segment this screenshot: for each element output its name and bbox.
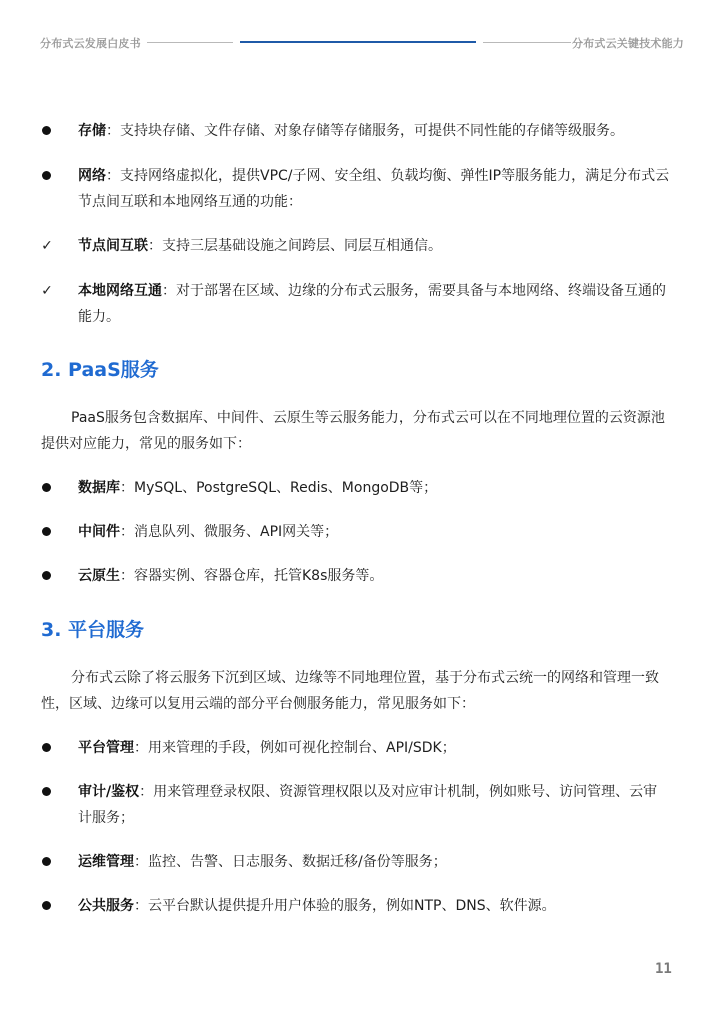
item-term: 本地网络互通 [78, 283, 162, 299]
section-intro-platform: 分布式云除了将云服务下沉到区域、边缘等不同地理位置，基于分布式云统一的网络和管理一致性，区域、边缘可以复用云端的部分平台侧服务能力，常见服务如下： [41, 670, 659, 712]
item-desc: ：支持网络虚拟化，提供VPC/子网、安全组、负载均衡、弹性IP等服务能力，满足分布式云节点间互联和本地网络互通的功能： [78, 168, 670, 210]
item-term: 存储 [78, 123, 106, 139]
checkmark-icon: ✓ [41, 238, 53, 254]
item-desc: ：用来管理的手段，例如可视化控制台、API/SDK； [134, 740, 456, 756]
section-heading-paas: 2. PaaS服务 [41, 359, 159, 381]
item-term: 平台管理 [78, 740, 134, 756]
header-left-title: 分布式云发展白皮书 [40, 37, 141, 50]
item-term: 运维管理 [78, 854, 134, 870]
item-desc: ：对于部署在区域、边缘的分布式云服务，需要具备与本地网络、终端设备互通的能力。 [78, 283, 666, 325]
header-divider-right [483, 42, 571, 43]
item-desc: ：支持三层基础设施之间跨层、同层互相通信。 [148, 238, 442, 254]
item-term: 数据库 [78, 480, 120, 496]
item-desc: ：支持块存储、文件存储、对象存储等存储服务，可提供不同性能的存储等级服务。 [106, 123, 624, 139]
header-divider-left [147, 42, 233, 43]
item-desc: ：容器实例、容器仓库，托管K8s服务等。 [120, 568, 384, 584]
item-term: 中间件 [78, 524, 120, 540]
header-right-title: 分布式云关键技术能力 [572, 37, 684, 50]
item-term: 云原生 [78, 568, 120, 584]
item-term: 节点间互联 [78, 238, 148, 254]
item-term: 公共服务 [78, 898, 134, 914]
item-desc: ：云平台默认提供提升用户体验的服务，例如NTP、DNS、软件源。 [134, 898, 556, 914]
item-desc: ：消息队列、微服务、API网关等； [120, 524, 339, 540]
header-divider-accent [240, 41, 476, 43]
item-term: 网络 [78, 168, 106, 184]
item-desc: ：监控、告警、日志服务、数据迁移/备份等服务； [134, 854, 447, 870]
page-number: 11 [655, 961, 672, 977]
section-intro-paas: PaaS服务包含数据库、中间件、云原生等云服务能力，分布式云可以在不同地理位置的云资源池提供对应能力，常见的服务如下： [41, 410, 665, 452]
item-term: 审计/鉴权 [78, 784, 140, 800]
page-header [0, 32, 710, 52]
item-desc: ：MySQL、PostgreSQL、Redis、MongoDB等； [120, 480, 438, 496]
checkmark-icon: ✓ [41, 283, 53, 299]
item-desc: ：用来管理登录权限、资源管理权限以及对应审计机制，例如账号、访问管理、云审计服务； [78, 784, 658, 826]
section-heading-platform: 3. 平台服务 [41, 619, 145, 641]
